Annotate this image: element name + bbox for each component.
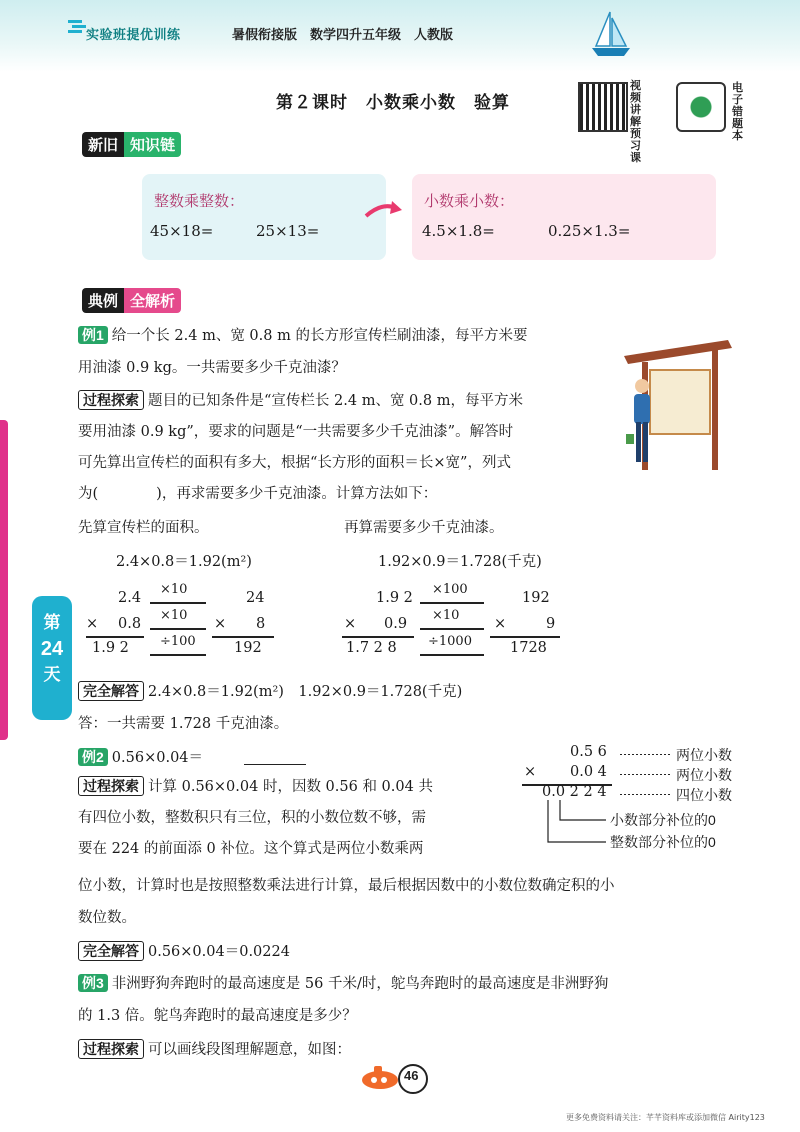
v1-ib: 8 xyxy=(256,616,266,632)
v2-x2: ×10 xyxy=(432,608,460,623)
ex2-note-3: 四位小数 xyxy=(676,787,732,803)
ex1-explore-line-4: 为( )，再求需要多少千克油漆。计算方法如下： xyxy=(78,486,438,502)
ex3-question-line-2: 的 1.3 倍。鸵鸟奔跑时的最高速度是多少？ xyxy=(78,1008,357,1024)
integer-example-2: 25×13= xyxy=(256,222,320,240)
brand-logo-icon xyxy=(66,16,88,38)
day-tab-line-3: 天 xyxy=(43,665,61,684)
decimal-example-1: 4.5×1.8= xyxy=(422,222,495,240)
sailboat-icon xyxy=(588,8,634,62)
ex2-explore xyxy=(78,772,508,865)
ex2-answer xyxy=(78,936,290,968)
day-tab-line-2: 24 xyxy=(40,638,64,660)
ex2-note-5: 整数部分补位的0 xyxy=(610,834,716,850)
v1-times-2: × xyxy=(214,616,227,632)
v2-ib: 9 xyxy=(546,616,556,632)
integer-multiply-box xyxy=(142,174,386,260)
brand-name: 实验班提优训练 xyxy=(86,27,181,42)
ex1-answer xyxy=(78,676,462,708)
review-tab-a: 新旧 xyxy=(82,132,124,157)
ex2-note-2: 两位小数 xyxy=(676,767,732,783)
qr-code-errorbook[interactable] xyxy=(676,82,726,132)
ex3-question-line-1 xyxy=(78,968,608,1000)
ex2-leader-3 xyxy=(620,794,672,795)
v2-arrow-2 xyxy=(420,628,484,630)
v1-times: × xyxy=(86,616,99,632)
ex1-question-line-2: 用油漆 0.9 kg。一共需要多少千克油漆？ xyxy=(78,360,346,376)
ex2-v-a: 0.5 6 xyxy=(570,744,607,760)
ex2-note-4: 小数部分补位的0 xyxy=(610,812,716,828)
ex1-step1: 先算宣传栏的面积。 xyxy=(78,520,209,536)
ex3-q1: 非洲野狗奔跑时的最高速度是 56 千米/时，鸵鸟奔跑时的最高速度是非洲野狗 xyxy=(111,976,609,992)
ex2-q: 0.56×0.04＝ xyxy=(111,750,204,766)
ex1-explore xyxy=(78,386,638,510)
v2-d: ÷1000 xyxy=(428,634,472,649)
v1-ir: 192 xyxy=(234,640,262,656)
decimal-example-2: 0.25×1.3= xyxy=(548,222,631,240)
ex1-explore-line-1 xyxy=(78,386,638,417)
ex1-eq1: 2.4×0.8＝1.92(m²) xyxy=(116,554,252,570)
v2-rule-2 xyxy=(490,636,560,638)
ex2-e1: 计算 0.56×0.04 时，因数 0.56 和 0.04 共 xyxy=(148,779,433,795)
ex1-question-line-1 xyxy=(78,320,527,352)
v1-r: 1.9 2 xyxy=(92,640,129,656)
ex1-answer-label: 完全解答 xyxy=(78,681,144,701)
v1-arrow-2 xyxy=(150,628,206,630)
examples-tab-a: 典例 xyxy=(82,288,124,313)
ex2-explore-line-3: 要在 224 的前面添 0 补位。这个算式是两位小数乘两 xyxy=(78,841,424,857)
section-tab-examples xyxy=(82,288,181,312)
v2-b: 0.9 xyxy=(384,616,408,632)
integer-box-title: 整数乘整数： xyxy=(154,192,245,210)
qr-code-video[interactable] xyxy=(578,82,628,132)
page-side-stripe xyxy=(0,420,8,740)
ex2-explore-line-4: 位小数，计算时也是按照整数乘法进行计算，最后根据因数中的小数位数确定积的小 xyxy=(78,878,615,894)
submarine-page-icon xyxy=(360,1062,400,1092)
ex1-label: 例1 xyxy=(78,326,108,344)
ex3-e1: 可以画线段图理解题意，如图： xyxy=(148,1042,351,1058)
v2-x1: ×100 xyxy=(432,582,468,597)
v1-arrow-3 xyxy=(150,654,206,656)
decimal-multiply-box xyxy=(412,174,716,260)
ex2-explore-line-2: 有四位小数，整数积只有三位，积的小数位数不够，需 xyxy=(78,810,426,826)
ex3-label: 例3 xyxy=(78,974,108,992)
series-info: 暑假衔接版 数学四升五年级 人教版 xyxy=(232,27,454,42)
v2-rule xyxy=(342,636,414,638)
section-tab-review xyxy=(82,132,181,156)
ex2-note-1: 两位小数 xyxy=(676,747,732,763)
ex2-answer-label: 完全解答 xyxy=(78,941,144,961)
ex3-explore-label: 过程探索 xyxy=(78,1039,144,1059)
v1-ia: 24 xyxy=(246,590,265,606)
review-tab-b: 知识链 xyxy=(124,132,181,157)
v1-d: ÷100 xyxy=(160,634,196,649)
ex3-explore xyxy=(78,1034,351,1066)
ex2-v-b: 0.0 4 xyxy=(570,764,607,780)
ex2-question xyxy=(78,742,203,774)
v1-rule xyxy=(86,636,144,638)
ex1-explore-label: 过程探索 xyxy=(78,390,144,410)
footer-note: 更多免费资料请关注：芊芊资料库或添加微信 Airity123 xyxy=(566,1113,765,1122)
page-number: 46 xyxy=(404,1068,419,1083)
ex2-explore-line-5: 数位数。 xyxy=(78,910,136,926)
v2-times-2: × xyxy=(494,616,507,632)
v2-r: 1.7 2 8 xyxy=(346,640,397,656)
ex1-e1: 题目的已知条件是“宣传栏长 2.4 m、宽 0.8 m，每平方米 xyxy=(148,393,523,409)
ex1-answer-text: 2.4×0.8＝1.92(m²) 1.92×0.9＝1.728(千克) xyxy=(148,684,463,700)
v2-arrow-3 xyxy=(420,654,484,656)
day-tab xyxy=(32,596,72,720)
examples-tab-b: 全解析 xyxy=(124,288,181,313)
qr-video-label: 视频讲解预习课 xyxy=(630,79,641,164)
ex1-step2: 再算需要多少千克油漆。 xyxy=(344,520,504,536)
v2-ia: 192 xyxy=(522,590,550,606)
v2-ir: 1728 xyxy=(510,640,547,656)
v1-a: 2.4 xyxy=(118,590,142,606)
lesson-title: 第２课时 小数乘小数 验算 xyxy=(276,93,510,112)
v2-a: 1.9 2 xyxy=(376,590,413,606)
qr-errorbook-label: 电子错题本 xyxy=(732,81,743,142)
ex1-final: 答：一共需要 1.728 千克油漆。 xyxy=(78,716,289,732)
ex2-explore-line-1 xyxy=(78,772,508,803)
ex2-label: 例2 xyxy=(78,748,108,766)
integer-example-1: 45×18= xyxy=(150,222,214,240)
ex1-eq2: 1.92×0.9＝1.728(千克) xyxy=(378,554,542,570)
ex1-explore-line-3: 可先算出宣传栏的面积有多大，根据“长方形的面积＝长×宽”，列式 xyxy=(78,455,511,471)
v1-rule-2 xyxy=(212,636,274,638)
v1-x2: ×10 xyxy=(160,608,188,623)
ex2-explore-label: 过程探索 xyxy=(78,776,144,796)
ex2-leader-2 xyxy=(620,774,672,775)
ex1-explore-line-2: 要用油漆 0.9 kg”，要求的问题是“一共需要多少千克油漆”。解答时 xyxy=(78,424,514,440)
curved-arrow-icon xyxy=(362,198,406,222)
ex2-leader-1 xyxy=(620,754,672,755)
v1-b: 0.8 xyxy=(118,616,142,632)
ex2-answer-blank[interactable] xyxy=(244,764,306,765)
v1-x1: ×10 xyxy=(160,582,188,597)
v2-arrow-1 xyxy=(420,602,484,604)
ex2-answer-text: 0.56×0.04＝0.0224 xyxy=(148,944,290,960)
ex2-v-r: 0.0 2 2 4 xyxy=(542,784,607,800)
day-tab-line-1: 第 xyxy=(43,613,61,632)
ex1-q1: 给一个长 2.4 m、宽 0.8 m 的长方形宣传栏刷油漆，每平方米要 xyxy=(111,328,528,344)
decimal-box-title: 小数乘小数： xyxy=(424,192,515,210)
v2-times: × xyxy=(344,616,357,632)
ex2-v-times: × xyxy=(524,764,537,780)
v1-arrow-1 xyxy=(150,602,206,604)
ex2-bracket-lines xyxy=(540,800,610,850)
